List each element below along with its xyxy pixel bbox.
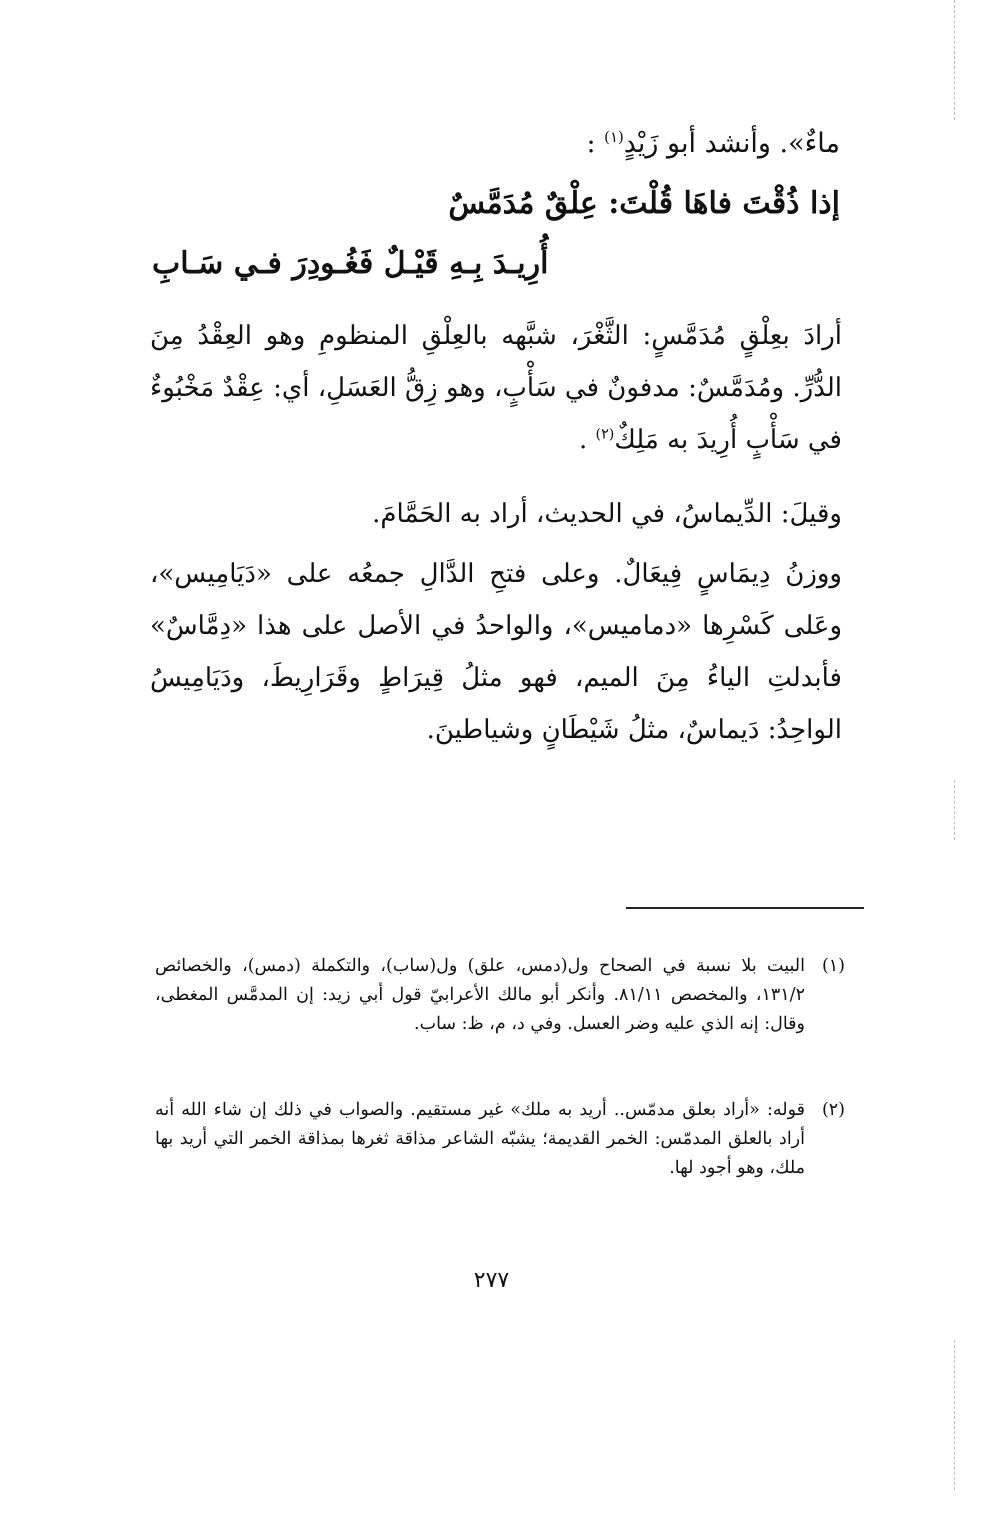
intro-text: ماءٌ». وأنشد أبو زَيْدٍ: [623, 128, 840, 159]
intro-colon: :: [586, 128, 605, 159]
paragraph-2: [150, 488, 842, 540]
paragraph-3-text: ووزنُ دِيمَاسٍ فِيعَالٌ. وعلى فتحِ الدَّالِ جمعُه على «دَيَامِيس»، وعَلى كَسْرِها «دماميس»، والواحدُ في الأصل على هذا «دِمَّاسٌ» فأبدلتِ الياءُ مِنَ الميم، فهو مثلُ قِيرَاطٍ وقَرَارِيطَ، ودَيَامِيسُ الواحِدُ: دَيماسٌ، مثلُ شَيْطَانٍ وشياطينَ.: [150, 559, 842, 745]
paragraph-1: [150, 310, 842, 466]
footnote-1: [155, 952, 845, 1039]
verse-line-2: أُرِيـدَ بِـهِ قَيْـلٌ فَغُـودِرَ فـي سَـابِ: [152, 246, 549, 281]
page-number: ٢٧٧: [473, 1268, 510, 1293]
footnote-ref-1[interactable]: (١): [604, 128, 624, 146]
paragraph-2-text: وقيلَ: الدِّيماسُ، في الحديث، أراد به الحَمَّامَ.: [372, 499, 842, 529]
scan-margin-mark: [954, 0, 955, 120]
footnote-ref-2[interactable]: (٢): [595, 426, 615, 443]
footnote-2-text: قوله: «أراد بعلق مدمّس.. أريد به ملك» غير مستقيم. والصواب في ذلك إن شاء الله أنه أراد بالعلق المدمّس: الخمر القديمة؛ يشبّه الشاعر مذاقة ثغرها بمذاقة الخمر التي أريد بها ملك، وهو أجود لها.: [155, 1100, 805, 1178]
footnote-2: [155, 1096, 845, 1183]
paragraph-3: [150, 548, 842, 756]
scan-margin-mark: [954, 780, 955, 840]
scan-margin-mark: [954, 1340, 955, 1490]
paragraph-1-end: .: [578, 425, 596, 455]
footnote-1-text: البيت بلا نسبة في الصحاح ول(دمس، علق) ول(ساب)، والتكملة (دمس)، والخصائص ١٣١/٢، والمخصص ٨١/١١. وأنكر أبو مالك الأعرابيّ قول أبي زيد: إن المدمَّس المغطى، وقال: إنه الذي عليه وضر العسل. وفي د، م، ظ: ساب.: [155, 956, 805, 1034]
paragraph-1-text: أرادَ بعِلْقٍ مُدَمَّسٍ: الثَّغْرَ، شبَّهه بالعِلْقِ المنظومِ وهو العِقْدُ مِنَ الدُّرِّ. ومُدَمَّسٌ: مدفونٌ في سَأْبٍ، وهو زِقُّ العَسَلِ، أي: عِقْدٌ مَخْبُوءٌ في سَأْبٍ أُرِيدَ به مَلِكٌ: [150, 321, 842, 455]
footnote-1-number: (١): [821, 956, 845, 976]
footnote-2-number: (٢): [821, 1100, 845, 1120]
verse-line-1: إذا ذُقْتَ فاهَا قُلْتَ: عِلْقٌ مُدَمَّسٌ: [448, 186, 840, 221]
intro-line: [586, 128, 840, 160]
footnote-divider: [626, 907, 864, 909]
